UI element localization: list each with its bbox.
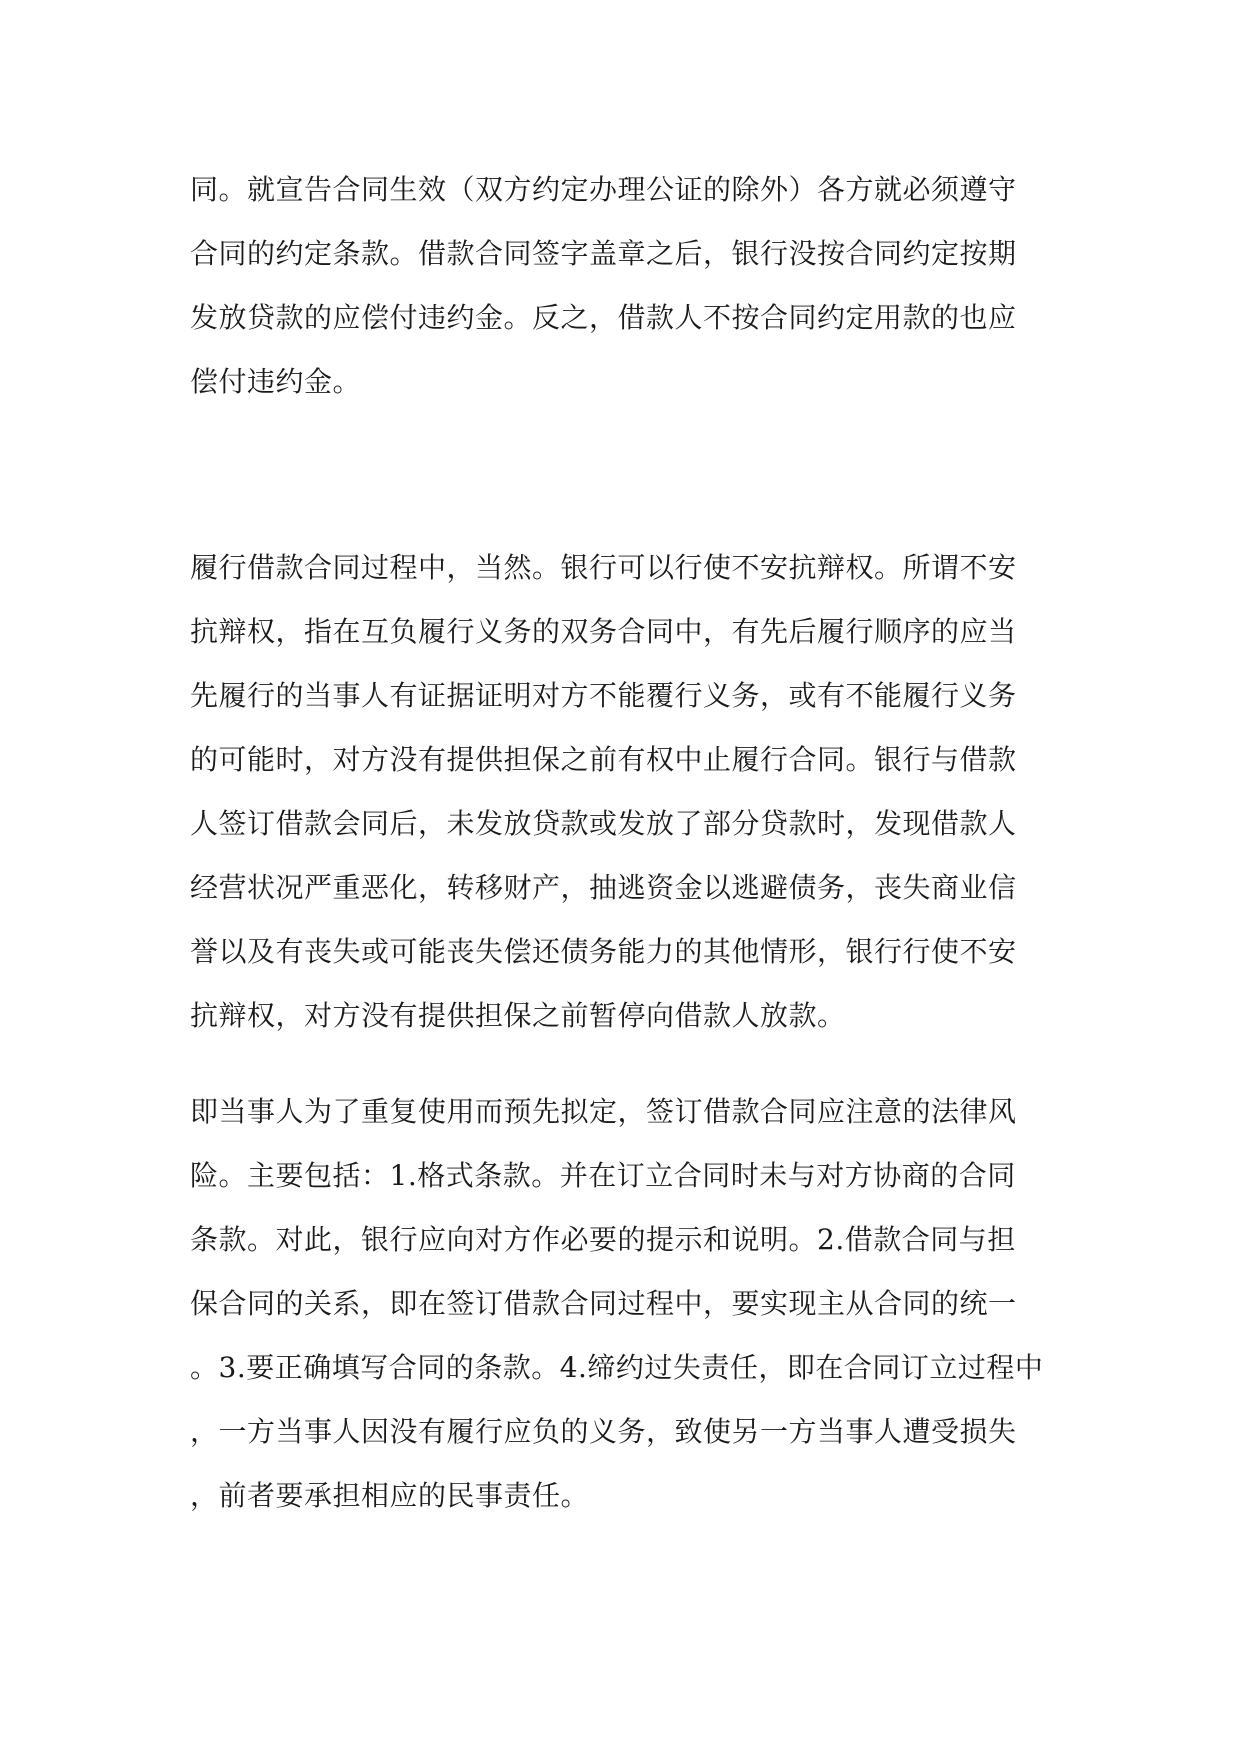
text-line: 经营状况严重恶化，转移财产，抽逃资金以逃避债务，丧失商业信 (190, 871, 1017, 904)
text-line: 即当事人为了重复使用而预先拟定，签订借款合同应注意的法律风 (190, 1095, 1017, 1128)
paragraph-legal-risks (190, 1080, 1070, 1528)
paragraph-defense-right (190, 536, 1070, 1048)
text-line: 履行借款合同过程中，当然。银行可以行使不安抗辩权。所谓不安 (190, 551, 1017, 584)
text-line: 先履行的当事人有证据证明对方不能覆行义务，或有不能履行义务 (190, 679, 1017, 712)
text-line: 抗辩权，指在互负履行义务的双务合同中，有先后履行顺序的应当 (190, 615, 1017, 648)
text-line: 险。主要包括：1.格式条款。并在订立合同时未与对方协商的合同 (190, 1159, 1016, 1192)
text-line: 。3.要正确填写合同的条款。4.缔约过失责任，即在合同订立过程中 (190, 1351, 1044, 1384)
text-line: 发放贷款的应偿付违约金。反之，借款人不按合同约定用款的也应 (190, 301, 1017, 334)
text-line: 保合同的关系，即在签订借款合同过程中，要实现主从合同的统一 (190, 1287, 1017, 1320)
text-line: ，一方当事人因没有履行应负的义务，致使另一方当事人遭受损失 (190, 1415, 1017, 1448)
text-line: 抗辩权，对方没有提供担保之前暂停向借款人放款。 (190, 999, 846, 1032)
text-line: 条款。对此，银行应向对方作必要的提示和说明。2.借款合同与担 (190, 1223, 1016, 1256)
text-line: 誉以及有丧失或可能丧失偿还债务能力的其他情形，银行行使不安 (190, 935, 1017, 968)
text-line: 偿付违约金。 (190, 365, 362, 398)
text-line: 同。就宣告合同生效（双方约定办理公证的除外）各方就必须遵守 (190, 173, 1017, 206)
paragraph-contract-effect (190, 158, 1070, 414)
text-line: 合同的约定条款。借款合同签字盖章之后，银行没按合同约定按期 (190, 237, 1017, 270)
text-line: 人签订借款会同后，未发放贷款或发放了部分贷款时，发现借款人 (190, 807, 1017, 840)
text-line: 的可能时，对方没有提供担保之前有权中止履行合同。银行与借款 (190, 743, 1017, 776)
text-line: ，前者要承担相应的民事责任。 (190, 1479, 590, 1512)
